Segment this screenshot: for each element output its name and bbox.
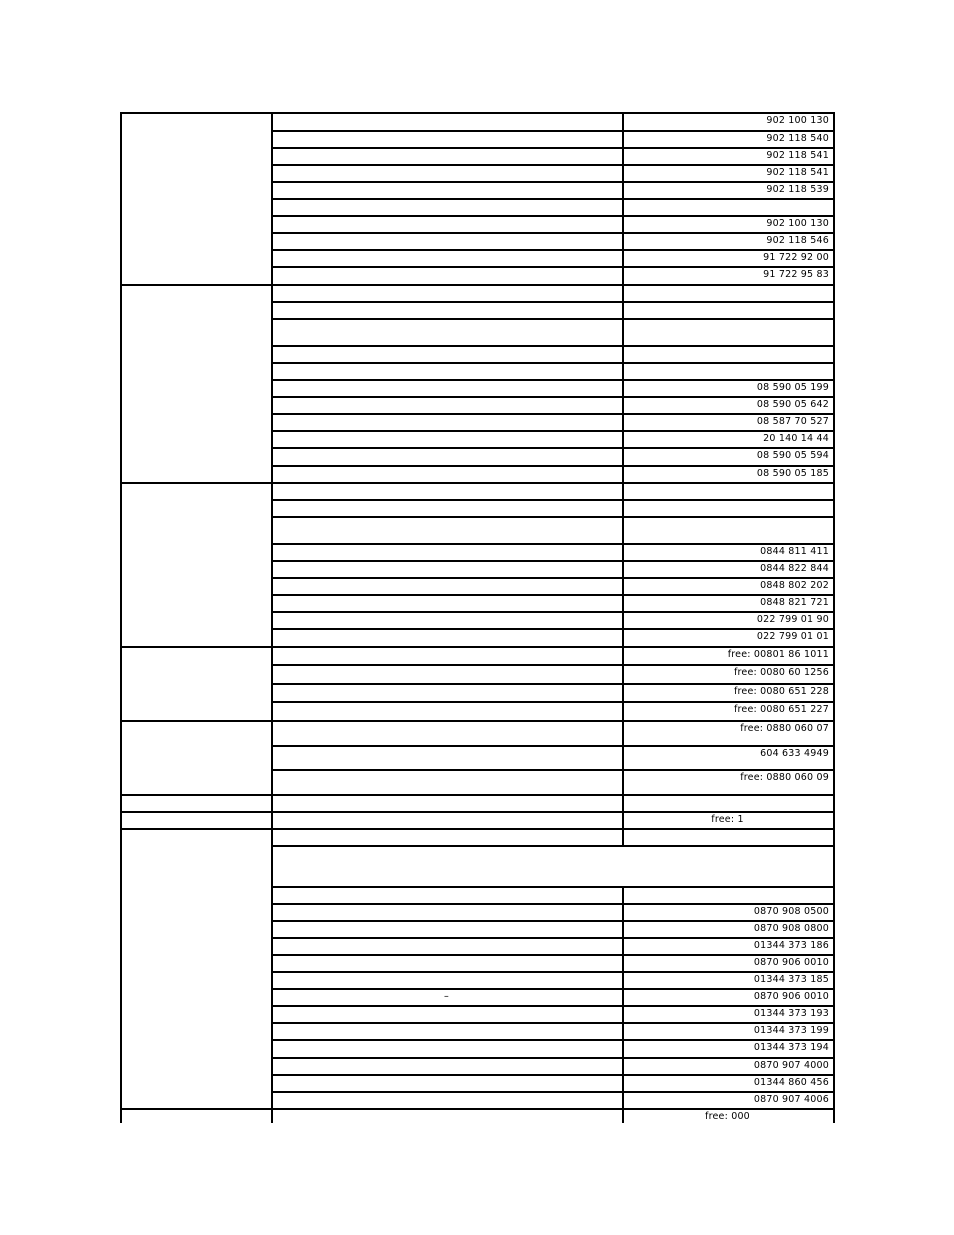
column-rule-2 <box>622 611 624 628</box>
column-rule-2 <box>622 811 624 828</box>
row-border <box>271 249 835 251</box>
column-rule-2 <box>622 345 624 362</box>
group-border <box>120 112 835 114</box>
row-border <box>271 379 835 381</box>
column-rule-2 <box>622 1005 624 1022</box>
column-rule-2 <box>622 664 624 683</box>
column-rule-2 <box>622 1091 624 1108</box>
phone-number: 01344 373 185 <box>753 974 829 985</box>
phone-number: free: 0080 60 1256 <box>733 667 829 678</box>
column-rule-2 <box>622 379 624 396</box>
row-border <box>271 903 835 905</box>
phone-number: 0844 811 411 <box>760 546 829 557</box>
phone-number: 0870 908 0800 <box>753 923 829 934</box>
column-rule-2 <box>622 164 624 181</box>
phone-number: 902 118 541 <box>766 167 829 178</box>
phone-number: free: 0080 651 227 <box>733 704 829 715</box>
phone-number: 08 590 05 185 <box>756 468 829 479</box>
row-border <box>271 920 835 922</box>
group-border <box>120 811 835 813</box>
column-rule-2 <box>622 683 624 701</box>
column-rule-2 <box>622 266 624 284</box>
phone-number: 902 100 130 <box>766 218 829 229</box>
column-rule-2 <box>622 198 624 215</box>
column-rule-2 <box>622 920 624 937</box>
column-rule-2 <box>622 903 624 920</box>
column-rule-2 <box>622 954 624 971</box>
phone-number: 01344 373 194 <box>753 1042 829 1053</box>
row-border <box>271 594 835 596</box>
row-border <box>271 181 835 183</box>
phone-number: 604 633 4949 <box>760 748 829 759</box>
row-border <box>271 430 835 432</box>
column-rule-2 <box>622 413 624 430</box>
column-rule-2 <box>622 577 624 594</box>
phone-number: 902 118 540 <box>766 133 829 144</box>
row-border <box>271 447 835 449</box>
row-border <box>271 577 835 579</box>
column-rule-2 <box>622 516 624 543</box>
phone-number: 01344 373 186 <box>753 940 829 951</box>
column-rule-2 <box>622 215 624 232</box>
phone-number: 01344 373 199 <box>753 1025 829 1036</box>
column-rule-2 <box>622 1108 624 1123</box>
row-border <box>271 266 835 268</box>
column-rule-2 <box>622 318 624 345</box>
row-border <box>271 164 835 166</box>
row-border <box>271 971 835 973</box>
phone-number: 022 799 01 01 <box>756 631 829 642</box>
row-border <box>271 1074 835 1076</box>
column-rule-2 <box>622 1074 624 1091</box>
column-rule-2 <box>622 594 624 611</box>
row-border <box>271 301 835 303</box>
phone-number: free: 0880 060 07 <box>740 723 829 734</box>
row-border <box>271 499 835 501</box>
column-rule-2 <box>622 628 624 646</box>
row-border <box>271 1039 835 1041</box>
row-border <box>271 147 835 149</box>
phone-number: 0870 907 4000 <box>753 1060 829 1071</box>
column-rule-2 <box>622 249 624 266</box>
column-rule-2 <box>622 886 624 903</box>
column-rule-2 <box>622 181 624 198</box>
group-border <box>120 1108 835 1110</box>
row-border <box>271 611 835 613</box>
phone-number: 902 100 130 <box>766 115 829 126</box>
row-border <box>271 683 835 685</box>
row-border <box>271 1022 835 1024</box>
row-border <box>271 1091 835 1093</box>
phone-number: 0844 822 844 <box>760 563 829 574</box>
phone-number: 01344 860 456 <box>753 1077 829 1088</box>
row-border <box>271 130 835 132</box>
column-rule-2 <box>622 1057 624 1074</box>
row-border <box>271 1057 835 1059</box>
column-rule-2 <box>622 720 624 745</box>
group-border <box>120 720 835 722</box>
row-border <box>271 886 835 888</box>
column-rule-2 <box>622 465 624 482</box>
column-rule-2 <box>622 112 624 130</box>
column-rule-2 <box>622 794 624 811</box>
row-border <box>271 345 835 347</box>
column-rule-2 <box>622 1022 624 1039</box>
group-border <box>120 482 835 484</box>
row-border <box>271 232 835 234</box>
column-rule-2 <box>622 301 624 318</box>
group-border <box>120 828 835 830</box>
row-border <box>271 937 835 939</box>
row-border <box>271 362 835 364</box>
group-border <box>120 646 835 648</box>
column-rule-2 <box>622 937 624 954</box>
row-border <box>271 516 835 518</box>
row-border <box>271 198 835 200</box>
column-rule-2 <box>622 701 624 720</box>
column-rule-2 <box>622 396 624 413</box>
column-rule-2 <box>622 147 624 164</box>
phone-number: 022 799 01 90 <box>756 614 829 625</box>
column-rule-2 <box>622 130 624 147</box>
row-border <box>271 701 835 703</box>
column-rule-2 <box>622 447 624 465</box>
column-rule-2 <box>622 232 624 249</box>
column-rule-2 <box>622 988 624 1005</box>
phone-number: free: 00801 86 1011 <box>727 649 829 660</box>
row-border <box>271 988 835 990</box>
phone-number: 0848 802 202 <box>760 580 829 591</box>
row-border <box>271 1005 835 1007</box>
group-border <box>120 284 835 286</box>
row-border <box>271 465 835 467</box>
column-rule-2 <box>622 499 624 516</box>
row-border <box>271 215 835 217</box>
row-border <box>271 396 835 398</box>
phone-number: 20 140 14 44 <box>763 433 829 444</box>
row-border <box>271 954 835 956</box>
row-border <box>271 543 835 545</box>
phone-number: 0870 908 0500 <box>753 906 829 917</box>
phone-number: 902 118 539 <box>766 184 829 195</box>
phone-number: 91 722 95 83 <box>763 269 829 280</box>
column-rule-2 <box>622 560 624 577</box>
column-rule-2 <box>622 745 624 769</box>
phone-number: 902 118 541 <box>766 150 829 161</box>
phone-number: free: 1 <box>711 814 744 825</box>
phone-number: free: 0880 060 09 <box>740 772 829 783</box>
phone-number: free: 000 <box>705 1111 750 1122</box>
column-rule-2 <box>622 971 624 988</box>
column-rule-2 <box>622 828 624 845</box>
phone-number: 0848 821 721 <box>760 597 829 608</box>
row-border <box>271 318 835 320</box>
service-description: – <box>444 991 449 1002</box>
column-rule-2 <box>622 430 624 447</box>
row-border <box>271 560 835 562</box>
row-border <box>271 745 835 747</box>
phone-number: 08 590 05 594 <box>756 450 829 461</box>
phone-number: 08 590 05 642 <box>756 399 829 410</box>
phone-number: 0870 907 4006 <box>753 1094 829 1105</box>
column-rule-2 <box>622 646 624 664</box>
column-rule-2 <box>622 543 624 560</box>
column-rule-2 <box>622 284 624 301</box>
row-border <box>271 664 835 666</box>
phone-number: 0870 906 0010 <box>753 991 829 1002</box>
column-rule-2 <box>622 482 624 499</box>
column-rule-2 <box>622 1039 624 1057</box>
column-rule-2 <box>622 362 624 379</box>
group-border <box>120 794 835 796</box>
phone-number: 08 587 70 527 <box>756 416 829 427</box>
row-border <box>271 413 835 415</box>
row-border <box>271 845 835 847</box>
phone-number: 01344 373 193 <box>753 1008 829 1019</box>
phone-number: 91 722 92 00 <box>763 252 829 263</box>
column-rule-left <box>120 112 122 1123</box>
phone-number: 902 118 546 <box>766 235 829 246</box>
phone-number: 0870 906 0010 <box>753 957 829 968</box>
row-border <box>271 769 835 771</box>
row-border <box>271 628 835 630</box>
phone-number: free: 0080 651 228 <box>733 686 829 697</box>
phone-number: 08 590 05 199 <box>756 382 829 393</box>
column-rule-2 <box>622 769 624 794</box>
